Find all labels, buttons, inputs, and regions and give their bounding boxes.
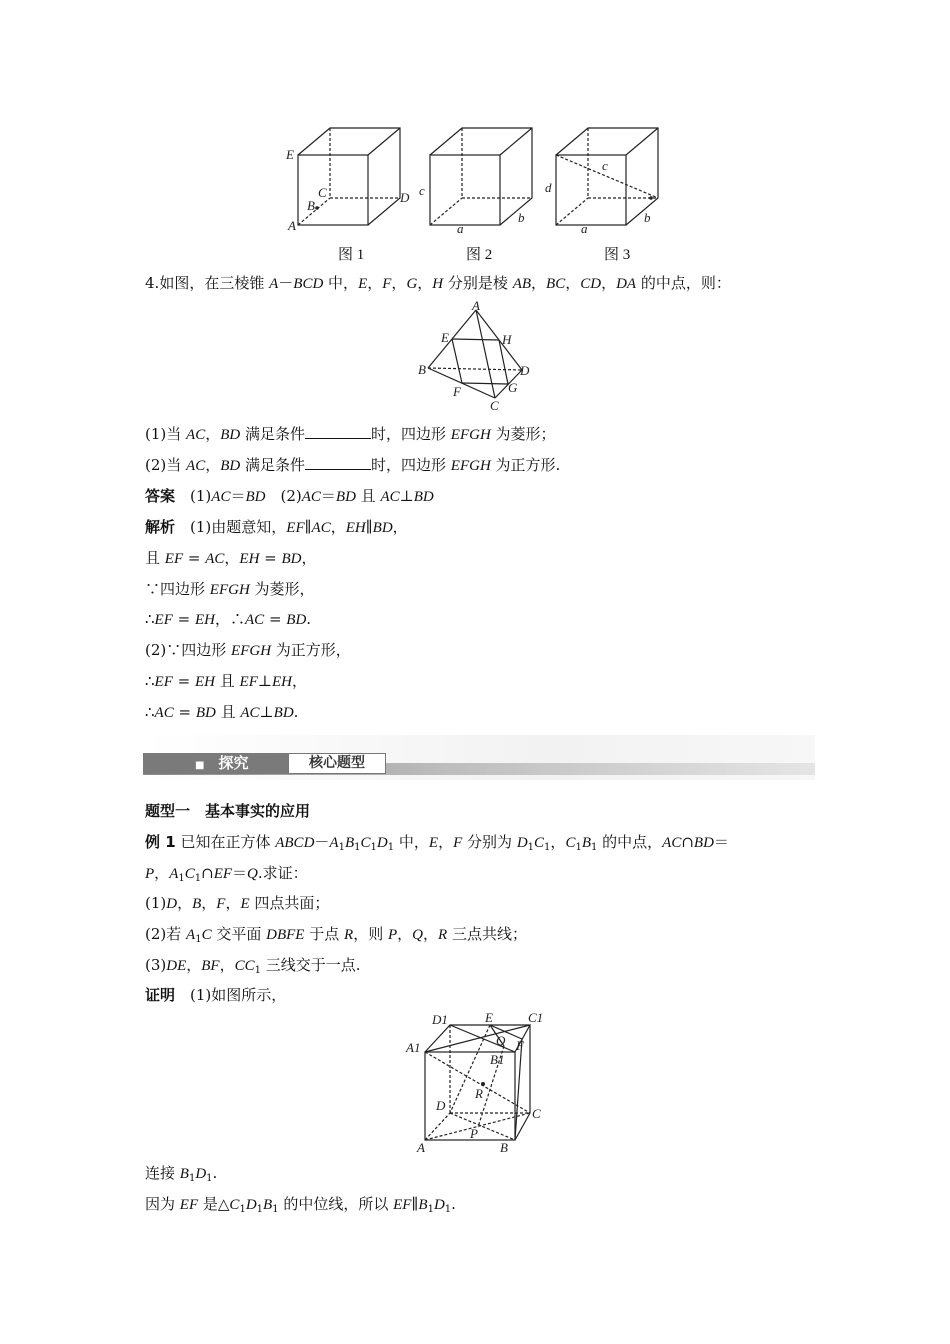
proof-step-1: 连接 $B_1D_1$. (145, 1164, 218, 1184)
caption-fig2: 图 2 (466, 247, 493, 263)
svg-text:B: B (500, 1140, 508, 1155)
svg-text:D1: D1 (432, 1012, 448, 1027)
proof-step-2: 因为 EF 是$\triangle C_1D_1B_1$ 的中位线，所以 $EF\parallel B_1D_1$. (145, 1195, 456, 1215)
svg-text:G: G (508, 380, 518, 395)
example1-statement-2: P，$A_1C_1\cap EF=Q$.求证： (145, 864, 308, 884)
analysis-line-4: ∴EF = EH，∴AC = BD. (145, 610, 312, 628)
svg-text:F: F (516, 1038, 524, 1053)
svg-text:R: R (475, 1086, 483, 1101)
svg-text:D: D (520, 363, 530, 378)
cube-figure-3 (556, 128, 658, 225)
banner-explore: ■ 探究 (143, 753, 288, 774)
figure-tetrahedron (410, 300, 545, 415)
svg-text:A1: A1 (406, 1040, 421, 1055)
example1-part-2: (2)若 $A_1C$ 交平面 DBFE 于点 R，则 P，Q，R 三点共线； (145, 925, 527, 945)
analysis-line-5: (2)∵四边形 EFGH 为正方形， (145, 641, 351, 659)
cube-figure-2 (430, 128, 532, 225)
fig3-label-d: d (545, 180, 552, 195)
svg-text:B1: B1 (490, 1052, 505, 1067)
caption-fig3: 图 3 (604, 247, 631, 263)
fig1-label-E: E (286, 147, 294, 162)
svg-text:E: E (441, 330, 449, 345)
analysis-line-6: ∴EF = EH 且 EF⊥EH， (145, 672, 307, 690)
svg-text:B: B (418, 362, 426, 377)
example1-statement-1: 例 1 已知在正方体 $ABCD-A_1B_1C_1D_1$ 中，E，F 分别为 $D_1C_1$，$C_1B_1$ 的中点，AC∩BD＝ (145, 833, 729, 853)
fig1-label-B: B (307, 198, 315, 213)
problem4-q1: (1)当 AC，BD 满足条件 时，四边形 EFGH 为菱形； (145, 425, 556, 443)
svg-text:E: E (485, 1010, 493, 1025)
fig1-label-D: D (400, 190, 410, 205)
type-title: 题型一 基本事实的应用 (145, 802, 311, 820)
problem4-answer: 答案 (1)AC＝BD (2)AC＝BD 且 AC⊥BD (145, 487, 434, 505)
problem4-q2: (2)当 AC，BD 满足条件 时，四边形 EFGH 为正方形. (145, 456, 561, 474)
svg-text:Q: Q (496, 1033, 506, 1048)
caption-fig1: 图 1 (338, 247, 365, 263)
fig3-label-a: a (581, 221, 588, 235)
figure-cube-example1 (400, 1010, 550, 1155)
fig2-label-b: b (518, 210, 525, 225)
figure-cubes (280, 120, 670, 235)
analysis-line-2: 且 EF = AC，EH = BD， (145, 549, 317, 567)
fig1-label-C: C (318, 185, 327, 200)
fig1-label-A: A (288, 218, 296, 233)
example1-part-1: (1)D，B，F，E 四点共面； (145, 894, 330, 912)
fig3-label-b: b (644, 210, 651, 225)
svg-text:P: P (470, 1126, 478, 1141)
banner-bullet-icon: ■ (195, 760, 205, 771)
answer-blank-2 (305, 455, 371, 470)
analysis-line-3: ∵四边形 EFGH 为菱形， (145, 580, 315, 598)
svg-text:A: A (472, 300, 480, 313)
svg-text:C: C (532, 1106, 541, 1121)
analysis-line-1: 解析 (1)由题意知，EF∥AC，EH∥BD， (145, 518, 408, 536)
svg-text:D: D (436, 1098, 446, 1113)
problem4-intro: 4.如图，在三棱锥 A－BCD 中，E，F，G，H 分别是棱 AB，BC，CD，DA 的中点，则： (145, 274, 731, 292)
fig3-label-c: c (602, 158, 608, 173)
example1-part-3: (3)DE，BF，$CC_1$ 三线交于一点. (145, 956, 361, 976)
svg-text:H: H (502, 332, 512, 347)
analysis-line-7: ∴AC = BD 且 AC⊥BD. (145, 703, 299, 721)
fig2-label-c: c (419, 183, 425, 198)
fig2-label-a: a (457, 221, 464, 235)
svg-text:A: A (417, 1140, 425, 1155)
svg-text:F: F (453, 384, 461, 399)
answer-blank-1 (305, 424, 371, 439)
proof-intro: 证明 (1)如图所示， (145, 986, 287, 1004)
svg-text:C1: C1 (528, 1010, 544, 1025)
banner-core-types: 核心题型 (288, 753, 386, 774)
svg-text:C: C (490, 398, 499, 413)
